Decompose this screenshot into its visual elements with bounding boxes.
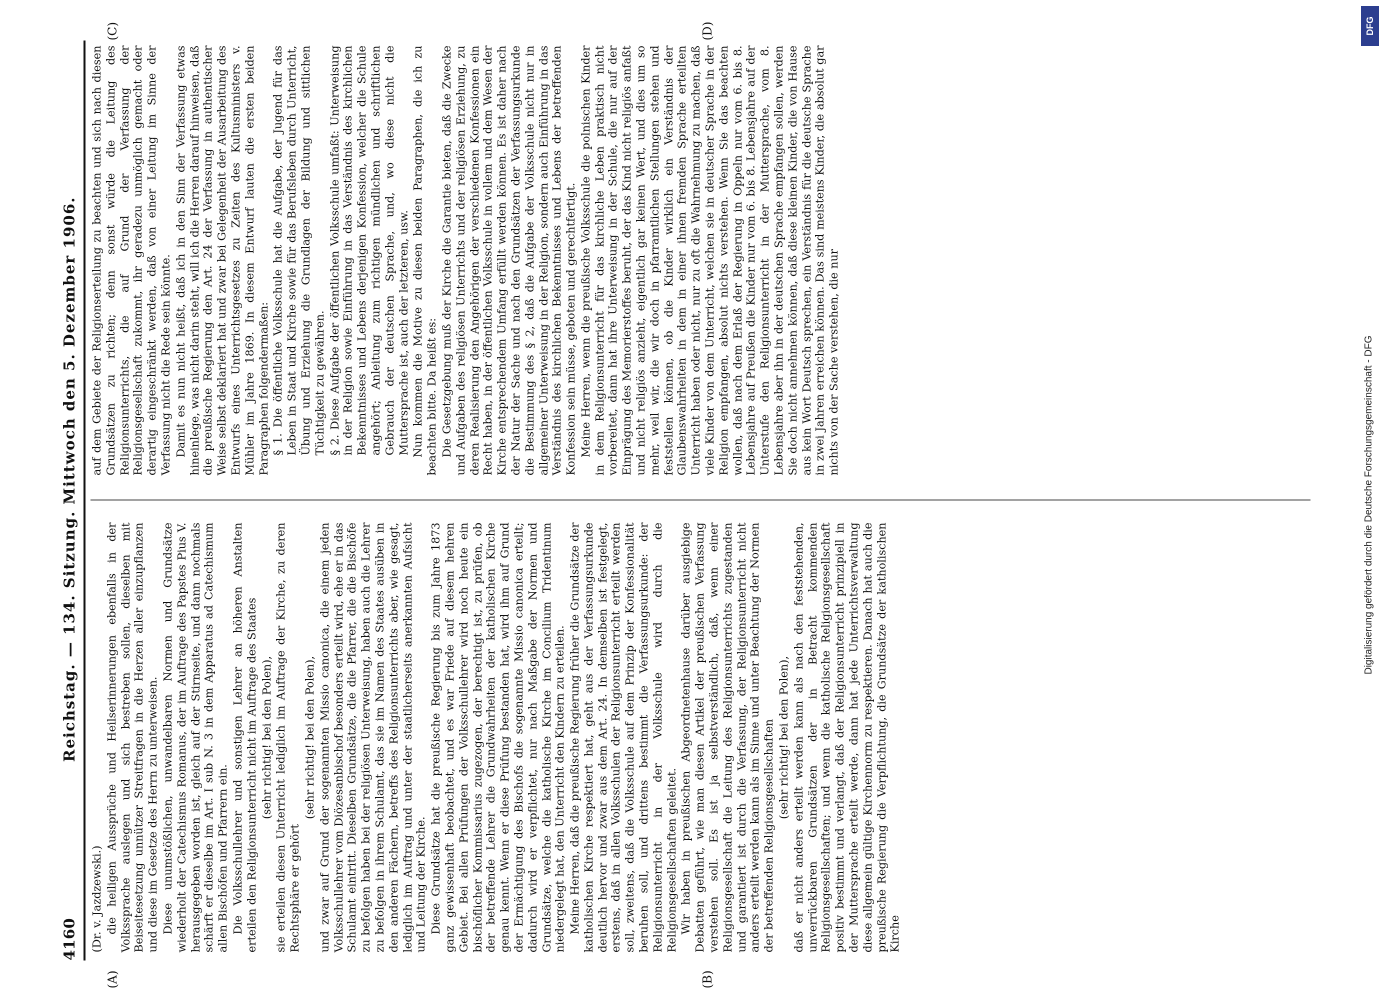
paragraph: Diese Grundsätze hat die preußische Regierung bis zum Jahre 1873 ganz gewissenhaft beobachtet, und es war Friede auf diesem hehren Gebiet. Bei allen Prüfungen der Volksschullehrer wird noch heute ein bischöflicher Kommissarius zugezogen, der berechtigt ist, zu prüfen, ob der betreffende Lehrer die Grundwahrheiten der katholischen Kirche genau kennt. Wenn er diese Prüfung bestanden hat, wird ihm auf Grund der Ermächtigung des Bischofs die sogenannte Missio canonica erteilt; dadurch wird er verpflichtet, nur nach Maßgabe der Normen und Grundsätze, welche die katholische Kirche im Concilium Tridentinum niedergelegt hat, den Unterricht den Kindern zu erteilen. — [429, 522, 567, 952]
margin-letter-d: (D) — [700, 21, 714, 40]
paragraph: sie erteilen diesen Unterricht lediglich im Auftrage der Kirche, zu deren Rechtsphäre er gehört — [274, 522, 302, 952]
paragraph: Nun kommen die Motive zu diesen beiden Paragraphen, die ich zu beachten bitte. Da heißt es: — [411, 45, 439, 475]
right-column — [90, 45, 1320, 475]
paragraph: Meine Herren, daß die preußische Regierung früher die Grundsätze der katholischen Kirche respektiert hat, geht aus der Verfassungsurkunde deutlich hervor und zwar aus dem Art. 24. In demselben ist festgelegt, erstens, daß in allen Volksschulen der Religionsunterricht erteilt werden soll, zweitens, daß die Volksschule auf dem Prinzip der Konfessionalität beruhen soll, und drittens bestimmt die Verfassungsurkunde: der Religionsunterricht in der Volksschule wird durch die Religionsgesellschaften geleitet. — [568, 522, 678, 952]
paragraph: Meine Herren, wenn die preußische Volksschule die polnischen Kinder in dem Religionsunterricht für das kirchliche Leben praktisch nicht vorbereitet, dann hat ihre Unterweisung in der Schule, die nur auf der Einprägung des Memorierstoffes beruht, der das Kind nicht religiös anfaßt und nicht religiös anzieht, eigentlich gar keinen Wert, und dies um so mehr, weil wir, die wir doch in pfarramtlichen Stellungen stehen und feststellen können, ob die Kinder wirklich ein Verständnis der Glaubenswahrheiten in dem in einer ihnen fremden Sprache erteilten Unterricht haben oder nicht, nur zu oft die Wahrnehmung zu machen, daß viele Kinder von dem Unterricht, welchen sie in deutscher Sprache in der Religion empfangen, absolut nichts verstehen. Wenn Sie das beachten wollen, daß nach dem Erlaß der Regierung in Oppeln nur vom 6. bis 8. Lebensjahre auf Preußen die Kinder nur vom 6. bis 8. Lebensjahre auf der Unterstufe den Religionsunterricht in der Muttersprache, vom 8. Lebensjahre aber ihn in der deutschen Sprache empfangen sollen, werden Sie doch nicht annehmen können, daß diese kleinen Kinder, die von Hause aus kein Wort Deutsch sprechen, ein Verständnis für die deutsche Sprache in zwei Jahren erreichen können. Das sind meistens Kinder, die absolut gar nichts von der Sache verstehen, die nur — [578, 45, 841, 475]
running-title: Reichstag. — 134. Sitzung. Mittwoch den 5. Dezember 1906. — [60, 195, 78, 762]
paragraph: die heiligen Aussprüche und Heilserinnerungen ebenfalls in der Volkssprache auslegen und sich bestreben sollen, dieselben mit Beiseitesetzung unnützer Streitfragen in die Herzen aller einzupflanzen und diese im Gesetze des Herrn zu unterweisen. — [104, 522, 160, 952]
paragraph: Die Gesetzgebung muß der Kirche die Garantie bieten, daß die Zwecke und Aufgaben des religiösen Unterrichts und der religiösen Erziehung, zu deren Realisierung den Angehörigen der verschiedenen Konfessionen ein Recht haben, in der öffentlichen Volksschule in vollem und dem Wesen der Kirche entsprechendem Umfang erfüllt werden können. Es ist daher nach der Natur der Sache und nach den Grundsätzen der Verfassungsurkunde die Bestimmung des § 2, daß die Aufgabe der Volksschule nicht nur in allgemeiner Unterweisung in der Religion, sondern auch Einführung in das Verständnis des kirchlichen Bekenntnisses und Lebens der betreffenden Konfession sein müsse, geboten und gerechtfertigt. — [439, 45, 578, 475]
paragraph: daß er nicht anders erteilt werden kann als nach den feststehenden, unverrückbaren Grundsätzen der in Betracht kommenden Religionsgesellschaften; und wenn die katholische Religionsgesellschaft positiv bestimmt und verlangt, daß der Religionsunterricht prinzipiell in der Muttersprache erteilt werde, dann hat jede Unterrichtsverwaltung diese allgemein gültige Kirchennorm zu respektieren. Danach hat auch die preußische Regierung die Verpflichtung, die Grundsätze der katholischen Kirche — [791, 522, 902, 952]
interjection: (sehr richtig! bei den Polen), — [259, 655, 273, 819]
speaker-line: (Dr. v. Jazdzewski.) — [90, 845, 103, 952]
paragraph: Diese unumstößlichen, unwandelbaren Normen und Grundsätze wiederholt der Catechismus Romanus, der im Auftrage des Papstes Pius V. herausgegeben worden ist, gleich auf der Stirnseite, und dann nochmals schärft er dieselbe im Art. I sub N. 3 in dem Apparatus ad Catechismum allen Bischöfen und Pfarrern ein. — [160, 522, 230, 952]
paragraph: Wir haben in preußischen Abgeordnetenhause darüber ausgiebige Debatten geführt, wie man diesen Artikel der preußischen Verfassung verstehen soll. Es ist ja selbstverständlich, daß, wenn einer Religionsgesellschaft die Leitung des Religionsunterrichts zugestanden und garantiert ist durch die Verfassung, der Religionsunterricht nicht anders erteilt werden kann als im Sinne und unter Beachtung der Normen der betreffenden Religionsgesellschaften — [679, 522, 776, 952]
quoted-paragraph: § 2. Diese Aufgabe der öffentlichen Volksschule umfaßt: Unterweisung in der Religion sowie Einführung in das Verständnis des kirchlichen Bekenntnisses und Lebens derjenigen Konfession, welcher die Schule angehört; Anleitung zum richtigen mündlichen und schriftlichen Gebrauch der deutschen Sprache, und, wo diese nicht die Muttersprache ist, auch der letzteren, usw. — [327, 45, 410, 455]
paragraph: auf dem Gebiete der Religionserteilung zu beachten und sich nach diesen Grundsätzen zu richten; denn sonst würde die Leitung des Religionsunterrichts, die auf Grund der Verfassung der Religionsgesellschaft zukommt, ihr geradezu unmöglich gemacht oder derartig eingeschränkt werden, daß von einer Leitung im Sinne der Verfassung nicht die Rede sein könnte. — [90, 45, 172, 475]
dfg-logo-text: DFG — [1365, 16, 1375, 36]
paragraph: Die Volksschullehrer und sonstigen Lehrer an höheren Anstalten erteilen den Religionsunterricht nicht im Auftrage des Staates — [230, 522, 258, 952]
margin-letter-b: (B) — [700, 969, 714, 988]
interjection: (sehr richtig! bei den Polen), — [302, 655, 316, 819]
paragraph: und zwar auf Grund der sogenannten Missio canonica, die einem jeden Volksschullehrer vom Diözesanbischof besonders erteilt wird, ehe er in das Schulamt eintritt. Dieselben Grundsätze, die die Pfarrer, die die Bischöfe zu befolgen haben bei der religiösen Unterweisung, haben auch die Lehrer zu befolgen in ihrem Schulamt, das sie im Namen des Staates ausüben in den anderen Fächern, betreffs des Religionsunterrichts aber, wie gesagt, lediglich im Auftrag und unter der staatlicherseits anerkannten Aufsicht und Leitung der Kirche. — [317, 522, 428, 952]
dfg-credit — [1361, 10, 1377, 1000]
column-divider — [90, 499, 1310, 500]
credit-text: Digitalisierung gefördert durch die Deutsche Forschungsgemeinschaft - DFG — [1363, 335, 1375, 675]
margin-letter-c: (C) — [105, 21, 119, 40]
interjection: (sehr richtig! bei den Polen), — [777, 655, 791, 819]
header-rule — [83, 40, 85, 960]
margin-letter-a: (A) — [105, 969, 119, 988]
page-number: 4160 — [60, 917, 78, 960]
dfg-logo — [1361, 6, 1379, 46]
left-column — [90, 522, 1320, 952]
quoted-paragraph: § 1. Die öffentliche Volksschule hat die Aufgabe, der Jugend für das Leben in Staat und Kirche sowie für das Berufsleben durch Unterricht, Übung und Erziehung die Grundlagen der Bildung und sittlichen Tüchtigkeit zu gewähren. — [271, 45, 326, 455]
paragraph: Damit es nun nicht heißt, daß ich in den Sinn der Verfassung etwas hineinlege, was nicht darin steht, will ich die Herren darauf hinweisen, daß die preußische Regierung den Art. 24 der Verfassung in authentischer Weise selbst deklariert hat und zwar bei Gelegenheit der Ausarbeitung des Entwurfs eines Unterrichtsgesetzes zu Zeiten des Kultusministers v. Mühler im Jahre 1869. In diesem Entwurf lauten die ersten beiden Paragraphen folgendermaßen: — [173, 45, 270, 475]
page-header — [58, 40, 80, 960]
